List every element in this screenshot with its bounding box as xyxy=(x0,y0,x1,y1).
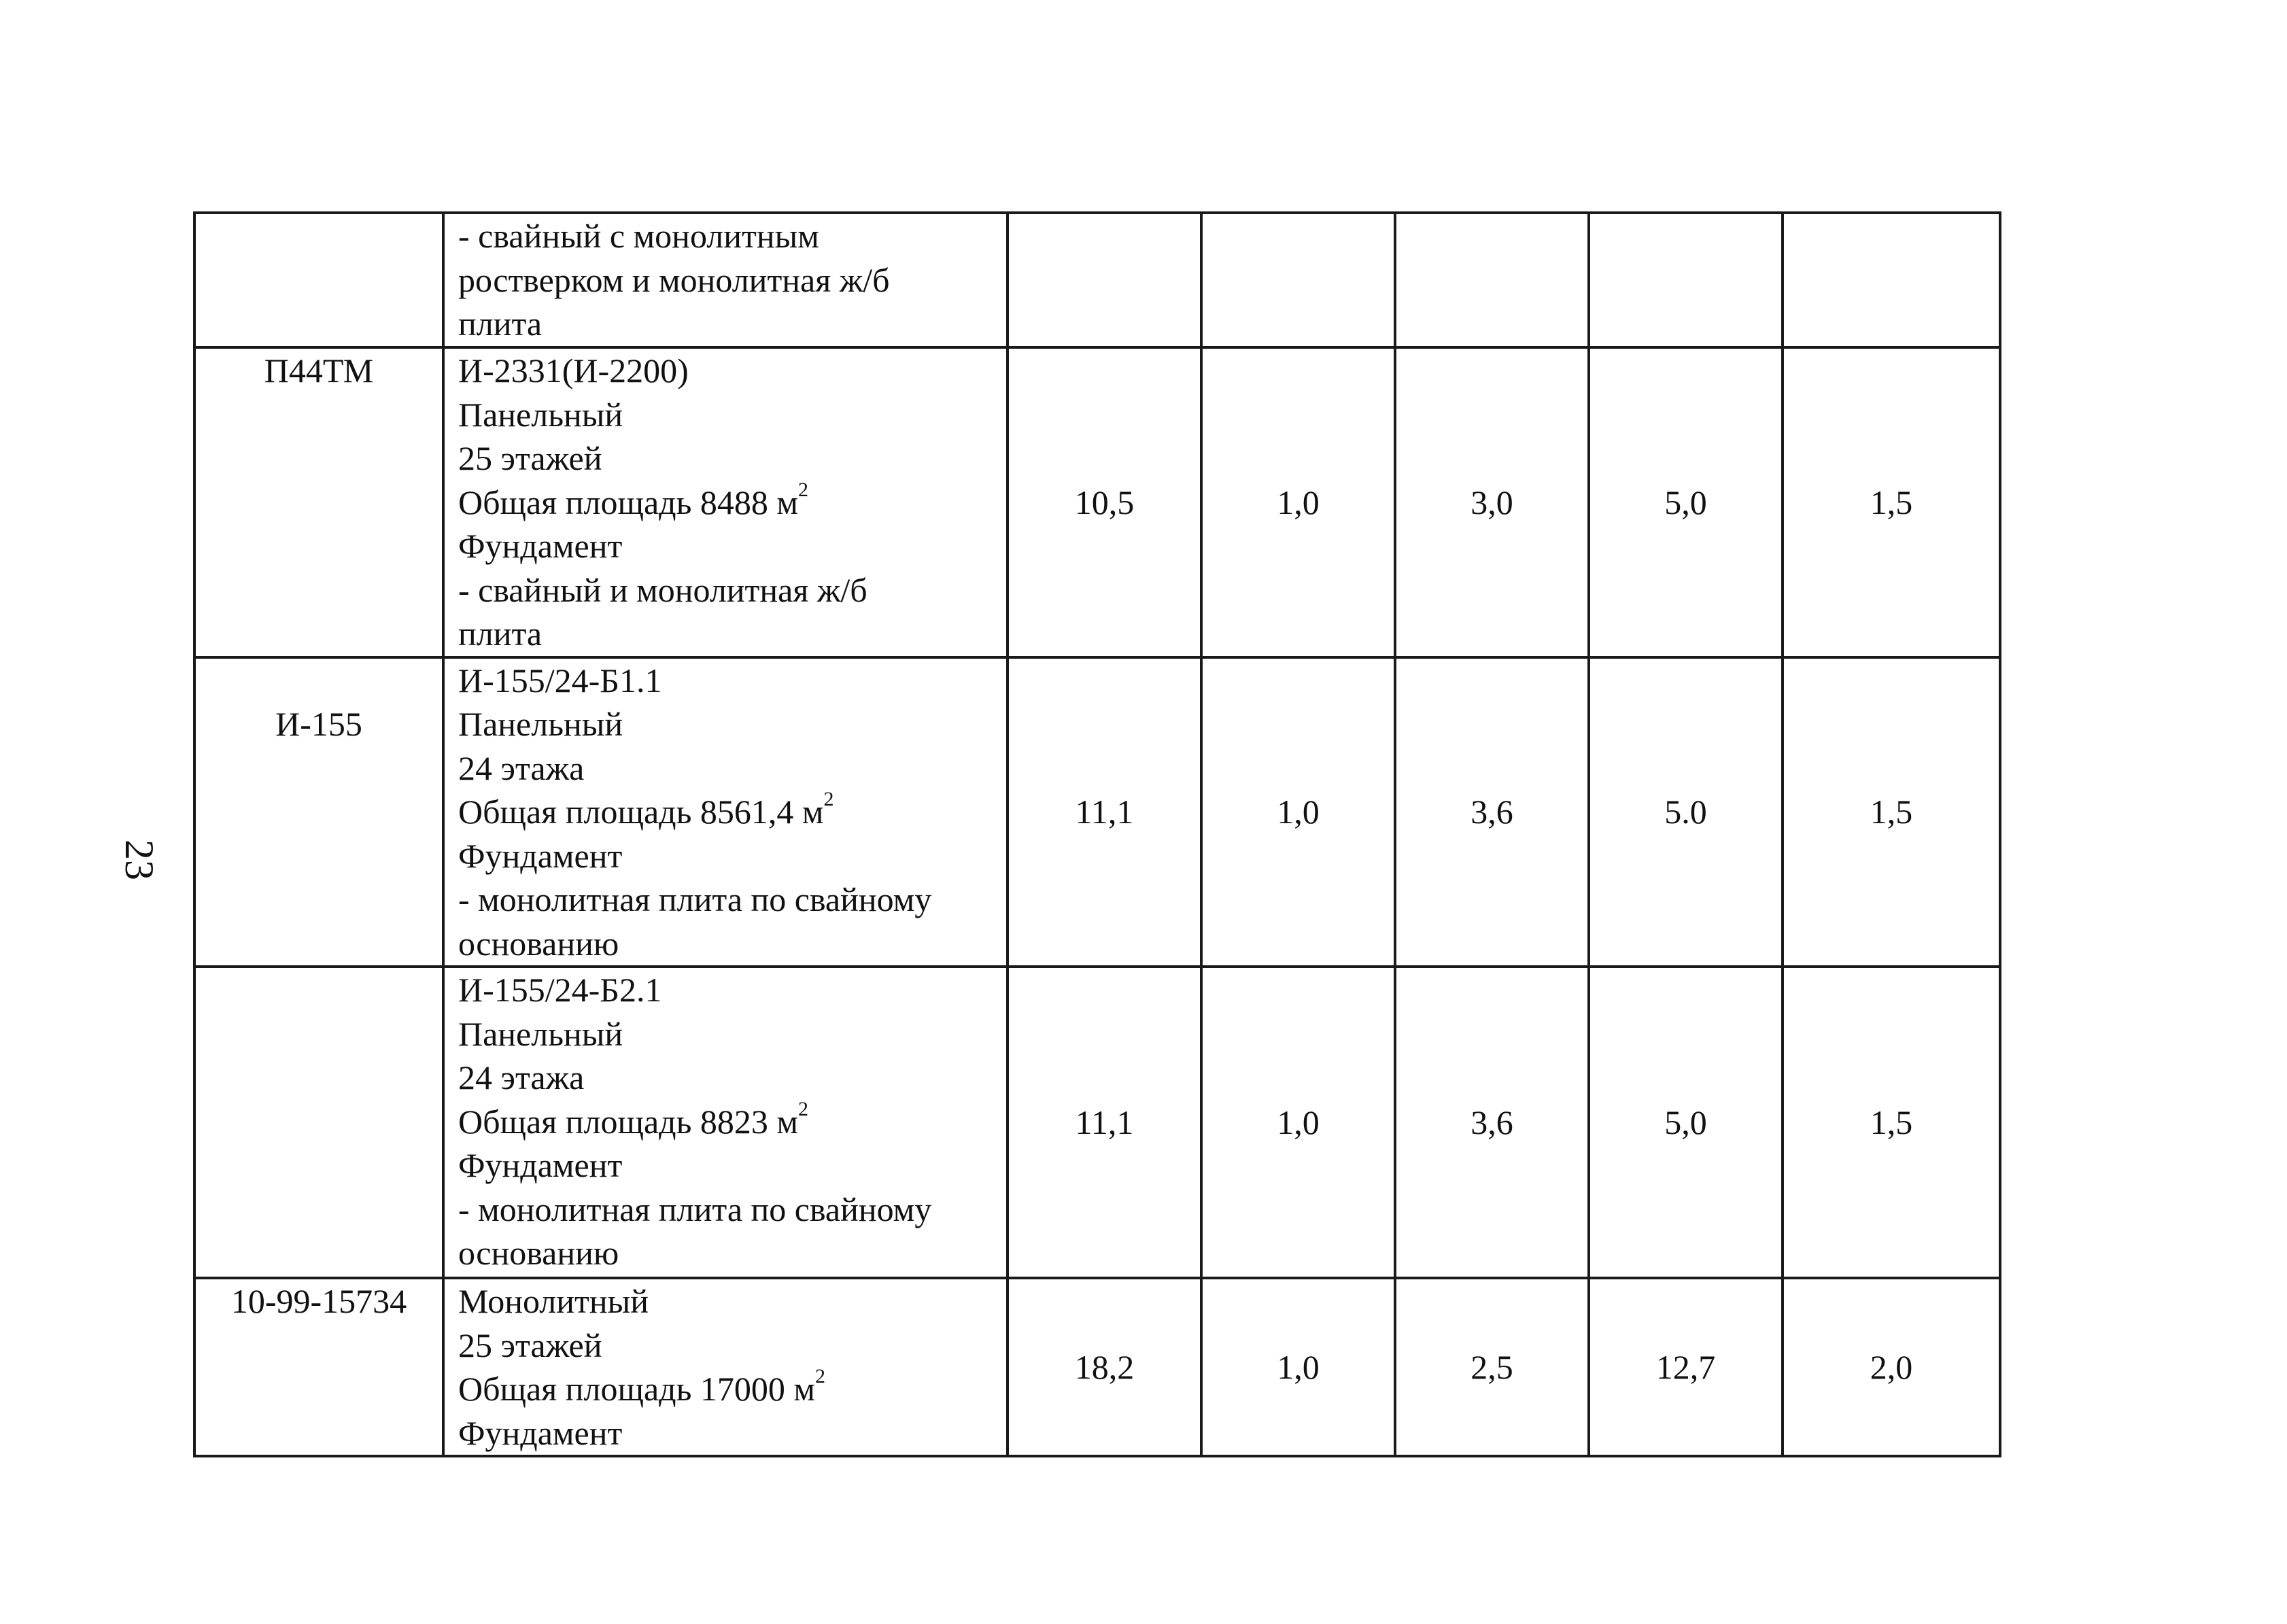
description-cell xyxy=(443,967,1008,1278)
description-cell xyxy=(443,213,1008,347)
value-cell: 5,0 xyxy=(1589,347,1783,657)
description-line: ростверком и монолитная ж/б xyxy=(458,260,890,299)
description-line: Фундамент xyxy=(458,836,623,875)
table-row xyxy=(194,347,2000,657)
value-cell: 18,2 xyxy=(1008,1278,1201,1456)
description-line: Фундамент xyxy=(458,1413,623,1452)
value-cell: 1,5 xyxy=(1783,967,2000,1278)
value-cell: 1,0 xyxy=(1201,967,1395,1278)
value-cell xyxy=(1201,213,1395,347)
description-line: основанию xyxy=(458,1234,619,1272)
description-line: 25 этажей xyxy=(458,439,602,477)
superscript: 2 xyxy=(815,1365,826,1387)
description-line xyxy=(458,1367,998,1411)
superscript: 2 xyxy=(798,478,809,501)
area-text: Общая площадь 8488 м xyxy=(458,483,799,521)
description-line: Фундамент xyxy=(458,527,623,565)
value-cell: 2,5 xyxy=(1395,1278,1589,1456)
description-line: И-155/24-Б1.1 xyxy=(458,661,662,699)
value-cell xyxy=(1783,213,2000,347)
code-cell xyxy=(194,213,443,347)
value-cell xyxy=(1008,213,1201,347)
code-cell: П44ТМ xyxy=(194,347,443,657)
value-cell: 11,1 xyxy=(1008,657,1201,967)
value-cell: 1,5 xyxy=(1783,347,2000,657)
value-cell: 2,0 xyxy=(1783,1278,2000,1456)
description-line: плита xyxy=(458,305,543,343)
description-line: Панельный xyxy=(458,705,623,743)
value-cell: 5,0 xyxy=(1589,967,1783,1278)
value-cell: 3,6 xyxy=(1395,967,1589,1278)
table-row xyxy=(194,967,2000,1278)
area-text: Общая площадь 8561,4 м xyxy=(458,793,824,831)
description-cell xyxy=(443,347,1008,657)
description-cell xyxy=(443,1278,1008,1456)
description-line: основанию xyxy=(458,924,619,963)
value-cell: 1,0 xyxy=(1201,657,1395,967)
description-line: И-2331(И-2200) xyxy=(458,351,689,390)
superscript: 2 xyxy=(823,788,834,810)
area-text: Общая площадь 8823 м xyxy=(458,1102,799,1141)
description-line: Панельный xyxy=(458,1014,623,1053)
value-cell: 3,6 xyxy=(1395,657,1589,967)
description-line: 24 этажа xyxy=(458,1058,585,1096)
description-line: Панельный xyxy=(458,395,623,434)
data-table xyxy=(193,211,2001,1457)
value-cell xyxy=(1589,213,1783,347)
code-cell: 10-99-15734 xyxy=(194,1278,443,1456)
description-line: И-155/24-Б2.1 xyxy=(458,971,662,1009)
description-line: - свайный с монолитным xyxy=(458,217,819,255)
value-cell: 3,0 xyxy=(1395,347,1589,657)
description-line: 25 этажей xyxy=(458,1326,602,1364)
description-line: плита xyxy=(458,615,543,653)
description-line xyxy=(458,790,998,834)
superscript: 2 xyxy=(798,1097,809,1120)
value-cell: 10,5 xyxy=(1008,347,1201,657)
description-line: - монолитная плита по свайному xyxy=(458,880,932,918)
table-row xyxy=(194,657,2000,967)
description-line: - свайный и монолитная ж/б xyxy=(458,570,867,609)
value-cell xyxy=(1395,213,1589,347)
table-row xyxy=(194,213,2000,347)
description-line: Монолитный xyxy=(458,1282,649,1320)
value-cell: 5.0 xyxy=(1589,657,1783,967)
description-line: Фундамент xyxy=(458,1146,623,1184)
value-cell: 12,7 xyxy=(1589,1278,1783,1456)
code-cell xyxy=(194,967,443,1278)
value-cell: 1,0 xyxy=(1201,1278,1395,1456)
description-line xyxy=(458,478,998,525)
value-cell: 1,5 xyxy=(1783,657,2000,967)
page-number: 23 xyxy=(117,840,162,880)
description-line: 24 этажа xyxy=(458,748,585,787)
area-text: Общая площадь 17000 м xyxy=(458,1370,816,1408)
value-cell: 11,1 xyxy=(1008,967,1201,1278)
table-row xyxy=(194,1278,2000,1456)
value-cell: 1,0 xyxy=(1201,347,1395,657)
description-line: - монолитная плита по свайному xyxy=(458,1190,932,1228)
code-cell: И-155 xyxy=(194,657,443,967)
description-cell xyxy=(443,657,1008,967)
description-line xyxy=(458,1097,998,1144)
